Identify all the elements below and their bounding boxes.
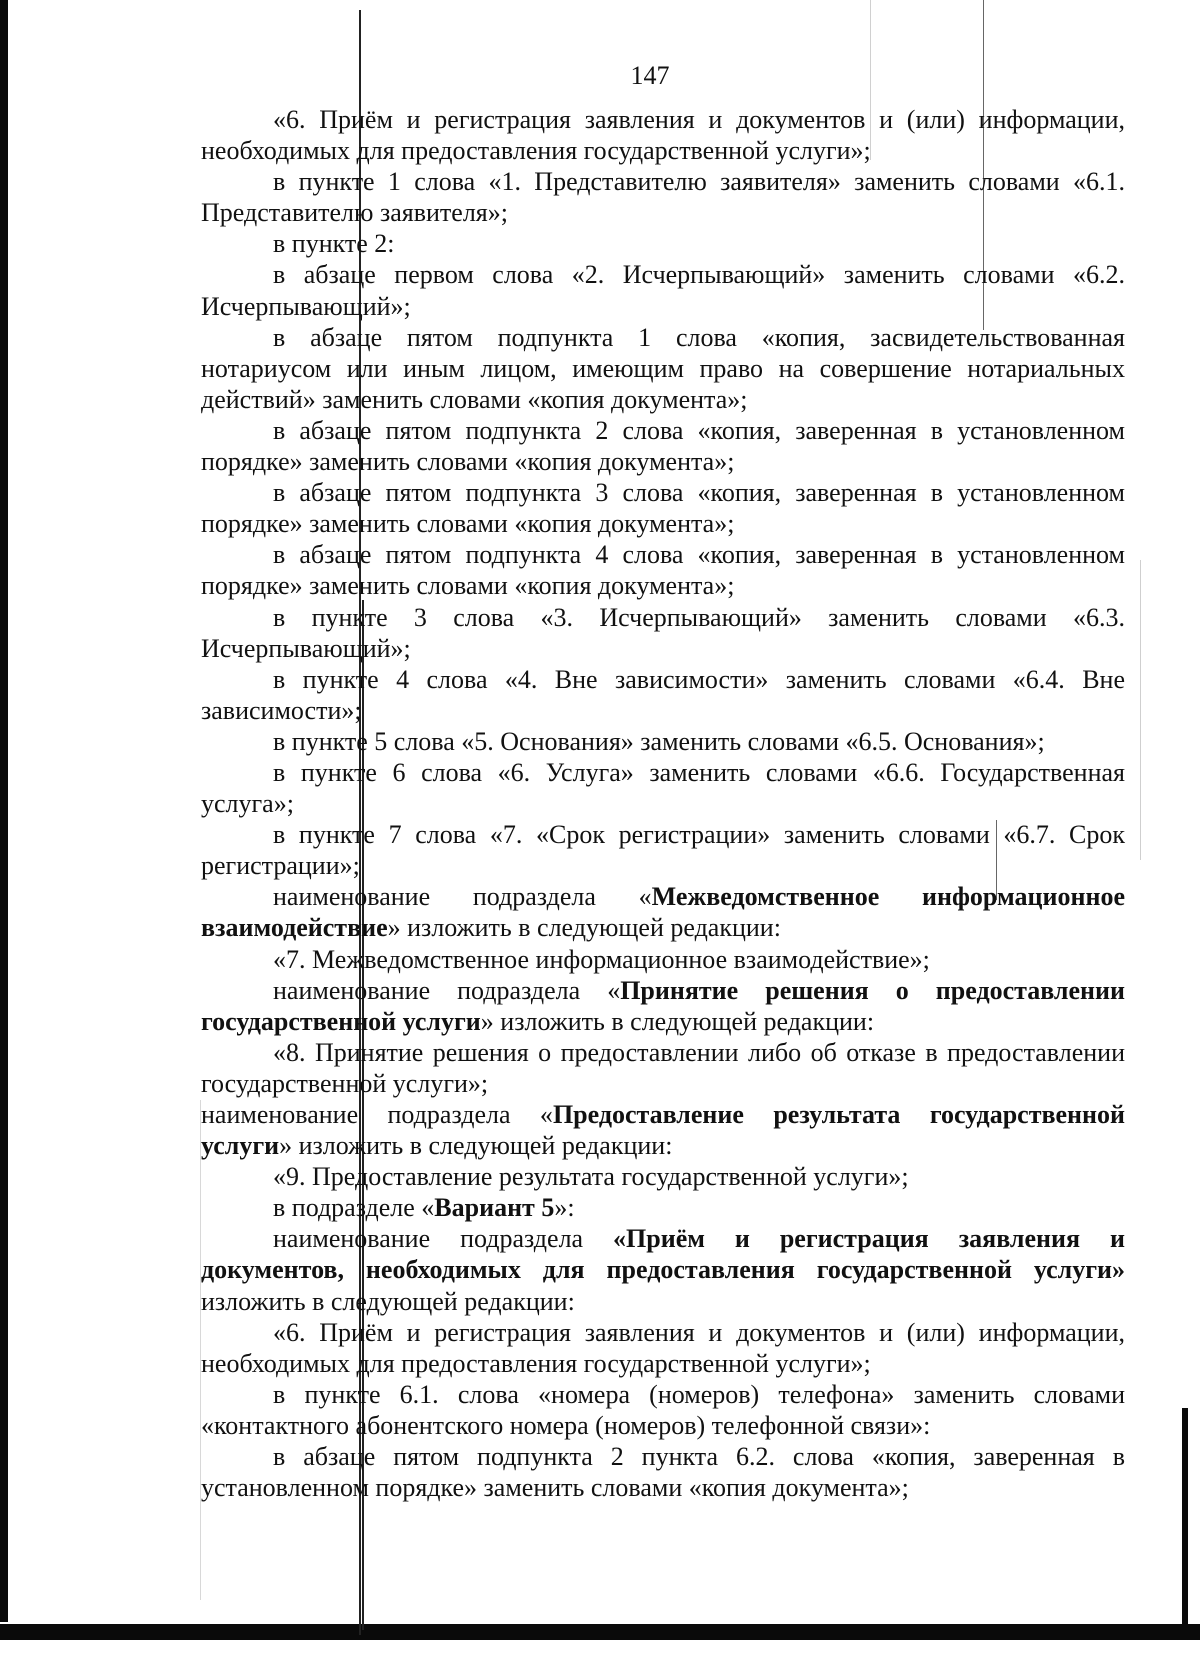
paragraph [201, 104, 1125, 166]
paragraph-text: в пункте 6.1. слова «номера (номеров) телефона» заменить словами «контактного абонентского номера (номеров) телефонной связи»: [201, 1379, 1125, 1440]
bold-text: Принятие решения о предоставлении государственной услуги [201, 975, 1125, 1036]
paragraph [201, 1192, 1125, 1223]
bold-text: «Приём и регистрация заявления и документов, необходимых для предоставления государственной услуги» [201, 1224, 1125, 1285]
paragraph-text: «9. Предоставление результата государственной услуги»; [273, 1162, 909, 1192]
paragraph-text: в абзаце пятом подпункта 2 пункта 6.2. слова «копия, заверенная в установленном порядке» заменить словами «копия документа»; [201, 1442, 1125, 1503]
paragraph [201, 1379, 1125, 1441]
paragraph-text: в пункте 5 слова «5. Основания» заменить словами «6.5. Основания»; [273, 726, 1045, 756]
paragraph [201, 1161, 1125, 1192]
paragraph-text: »: [554, 1193, 575, 1223]
paragraph-text: наименование подраздела « [273, 975, 621, 1005]
paragraph-text: «8. Принятие решения о предоставлении либо об отказе в предоставлении государственной услуги»; [201, 1037, 1125, 1098]
paragraph-text: «6. Приём и регистрация заявления и документов и (или) информации, необходимых для предоставления государственной услуги»; [201, 1317, 1125, 1378]
paragraph-text: изложить в следующей редакции: [201, 1286, 575, 1316]
paragraph [201, 664, 1125, 726]
paragraph [201, 757, 1125, 819]
paragraph [201, 166, 1125, 228]
paragraph-text: в пункте 2: [273, 229, 395, 259]
paragraph [201, 477, 1125, 539]
paragraph-text: в пункте 1 слова «1. Представителю заявителя» заменить словами «6.1. Представителю заявителя»; [201, 167, 1125, 228]
paragraph-text: в подразделе « [273, 1193, 435, 1223]
paragraph [201, 726, 1125, 757]
paragraph-text: » изложить в следующей редакции: [387, 913, 781, 943]
paragraph-text: в абзаце пятом подпункта 1 слова «копия, засвидетельствованная нотариусом или иным лицом, имеющим право на совершение нотариальных действий» заменить словами «копия документа»; [201, 322, 1125, 414]
bold-text: Межведомственное информационное взаимодействие [201, 882, 1125, 943]
paragraph [201, 1223, 1125, 1316]
paragraph-text: в абзаце первом слова «2. Исчерпывающий» заменить словами «6.2. Исчерпывающий»; [201, 260, 1125, 321]
paragraph-text: в пункте 7 слова «7. «Срок регистрации» заменить словами «6.7. Срок регистрации»; [201, 820, 1125, 881]
page-number: 147 [630, 61, 670, 90]
paragraph [201, 1099, 1125, 1161]
paragraph [201, 819, 1125, 881]
paragraph-text: наименование подраздела « [273, 882, 652, 912]
paragraph-text: «7. Межведомственное информационное взаимодействие»; [273, 944, 930, 974]
paragraph [201, 1441, 1125, 1503]
paragraph [201, 259, 1125, 321]
paragraph [201, 322, 1125, 415]
paragraph-text: » изложить в следующей редакции: [279, 1131, 673, 1161]
paragraph [201, 944, 1125, 975]
paragraph-text: в абзаце пятом подпункта 2 слова «копия, заверенная в установленном порядке» заменить словами «копия документа»; [201, 415, 1125, 477]
paragraph [201, 1317, 1125, 1379]
paragraph [201, 881, 1125, 943]
paragraph [201, 602, 1125, 664]
scan-bar-bottom [0, 1624, 1200, 1640]
paragraph-text: наименование подраздела [273, 1224, 614, 1254]
document-body [201, 104, 1125, 1503]
paragraph-text: в пункте 3 слова «3. Исчерпывающий» заменить словами «6.3. Исчерпывающий»; [201, 602, 1125, 663]
paragraph [201, 1037, 1125, 1099]
paragraph [201, 975, 1125, 1037]
scan-edge-right [1182, 1408, 1188, 1638]
scan-edge-left [0, 0, 8, 1622]
bold-text: Вариант 5 [434, 1193, 555, 1223]
paragraph-text: в пункте 4 слова «4. Вне зависимости» заменить словами «6.4. Вне зависимости»; [201, 664, 1125, 725]
paragraph-text: наименование подраздела « [201, 1100, 553, 1129]
paragraph [201, 228, 1125, 259]
paragraph-text: в пункте 6 слова «6. Услуга» заменить словами «6.6. Государственная услуга»; [201, 757, 1125, 819]
bold-text: Предоставление результата государственной услуги [201, 1100, 1125, 1161]
paragraph [201, 539, 1125, 601]
paragraph-text: » изложить в следующей редакции: [480, 1006, 875, 1036]
paragraph-text: в абзаце пятом подпункта 3 слова «копия, заверенная в установленном порядке» заменить словами «копия документа»; [201, 478, 1125, 539]
paragraph-text: «6. Приём и регистрация заявления и документов и (или) информации, необходимых для предоставления государственной услуги»; [201, 105, 1125, 166]
scan-fold-line [1140, 560, 1141, 860]
paragraph [201, 415, 1125, 477]
paragraph-text: в абзаце пятом подпункта 4 слова «копия, заверенная в установленном порядке» заменить словами «копия документа»; [201, 540, 1125, 601]
